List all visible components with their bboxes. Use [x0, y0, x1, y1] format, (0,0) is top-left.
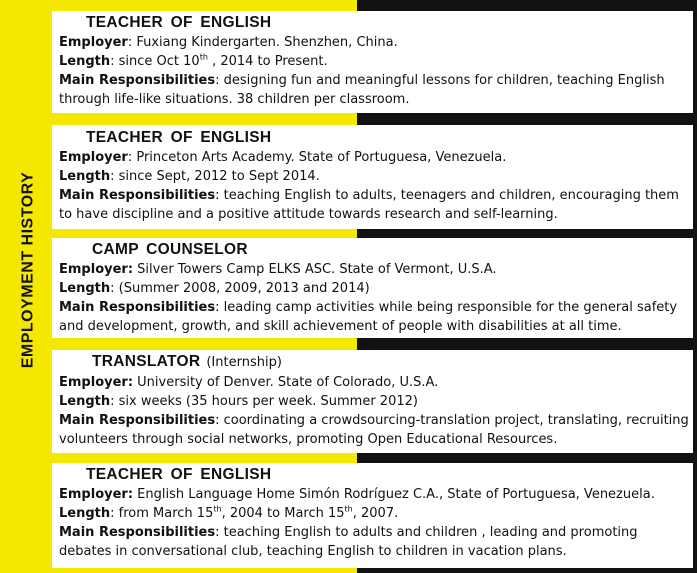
ordinal-suffix: th — [213, 504, 222, 514]
length-value-mid: , 2004 to March 15 — [221, 506, 345, 521]
length-label: Length — [59, 394, 111, 409]
employer-label: Employer: — [59, 262, 134, 277]
job-entry-2 — [52, 125, 693, 229]
job-title: CAMP COUNSELOR — [92, 241, 248, 258]
length-value: : since Oct 10 — [110, 54, 200, 69]
job-title — [59, 352, 693, 373]
length-line — [59, 392, 693, 411]
job-entry-3 — [52, 238, 693, 338]
length-line — [59, 504, 693, 523]
ordinal-suffix-2: th — [344, 504, 353, 514]
employer-line — [59, 485, 693, 504]
responsibilities-label: Main Responsibilities — [59, 73, 216, 88]
job-entry-1 — [52, 11, 693, 113]
length-value-end: , 2007. — [352, 506, 399, 521]
employer-value: English Language Home Simón Rodríguez C.A., State of Portuguesa, Venezuela. — [133, 487, 655, 502]
responsibilities-line — [59, 523, 693, 561]
job-entry-4 — [52, 350, 693, 453]
job-title: TEACHER OF ENGLISH — [86, 14, 272, 31]
length-value: : (Summer 2008, 2009, 2013 and 2014) — [110, 281, 370, 296]
job-title: TEACHER OF ENGLISH — [86, 466, 272, 483]
employer-value: University of Denver. State of Colorado, U.S.A. — [133, 375, 439, 390]
responsibilities-label: Main Responsibilities — [59, 188, 216, 203]
responsibilities-line — [59, 186, 693, 224]
job-title-text: TRANSLATOR — [92, 353, 201, 370]
responsibilities-label: Main Responsibilities — [59, 300, 216, 315]
length-value: : since Sept, 2012 to Sept 2014. — [110, 169, 320, 184]
responsibilities-value: : teaching English to adults and children , leading and promoting debates in conversational club, teaching English to children in vacation plans. — [59, 525, 638, 559]
length-line — [59, 167, 693, 186]
employer-label: Employer: — [59, 487, 134, 502]
employer-label: Employer — [59, 35, 128, 50]
employer-label: Employer — [59, 150, 128, 165]
employer-line — [59, 260, 693, 279]
responsibilities-value: : leading camp activities while being responsible for the general safety and development, growth, and skill achievement of people with disabilities at all time. — [59, 300, 678, 334]
section-title-text: EMPLOYMENT HISTORY — [19, 171, 37, 369]
job-entry-5 — [52, 463, 693, 568]
employer-line — [59, 373, 693, 392]
responsibilities-value: : coordinating a crowdsourcing-translation project, translating, recruiting volunteers through social networks, promoting Open Educational Resources. — [59, 413, 689, 447]
length-label: Length — [59, 506, 111, 521]
length-label: Length — [59, 54, 111, 69]
length-label: Length — [59, 169, 111, 184]
responsibilities-line — [59, 71, 693, 109]
length-value: : from March 15 — [110, 506, 214, 521]
employer-value: : Princeton Arts Academy. State of Portuguesa, Venezuela. — [127, 150, 507, 165]
responsibilities-value: : teaching English to adults, teenagers and children, encouraging them to have discipline and a positive attitude towards research and self-learning. — [59, 188, 679, 222]
responsibilities-line — [59, 411, 693, 449]
employer-line — [59, 33, 693, 52]
length-value: : six weeks (35 hours per week. Summer 2012) — [110, 394, 418, 409]
length-line — [59, 52, 693, 71]
responsibilities-line — [59, 298, 693, 336]
responsibilities-label: Main Responsibilities — [59, 525, 216, 540]
employer-line — [59, 148, 693, 167]
employer-value: Silver Towers Camp ELKS ASC. State of Vermont, U.S.A. — [133, 262, 497, 277]
length-label: Length — [59, 281, 111, 296]
responsibilities-label: Main Responsibilities — [59, 413, 216, 428]
employer-label: Employer: — [59, 375, 134, 390]
job-title: TEACHER OF ENGLISH — [86, 129, 272, 146]
responsibilities-value: : designing fun and meaningful lessons for children, teaching English through life-like situations. 38 children per classroom. — [59, 73, 665, 107]
length-line — [59, 279, 693, 298]
section-title — [8, 150, 48, 390]
length-value-end: , 2014 to Present. — [207, 54, 328, 69]
job-title-note: (Internship) — [206, 355, 282, 370]
employer-value: : Fuxiang Kindergarten. Shenzhen, China. — [127, 35, 398, 50]
ordinal-suffix: th — [199, 52, 208, 62]
